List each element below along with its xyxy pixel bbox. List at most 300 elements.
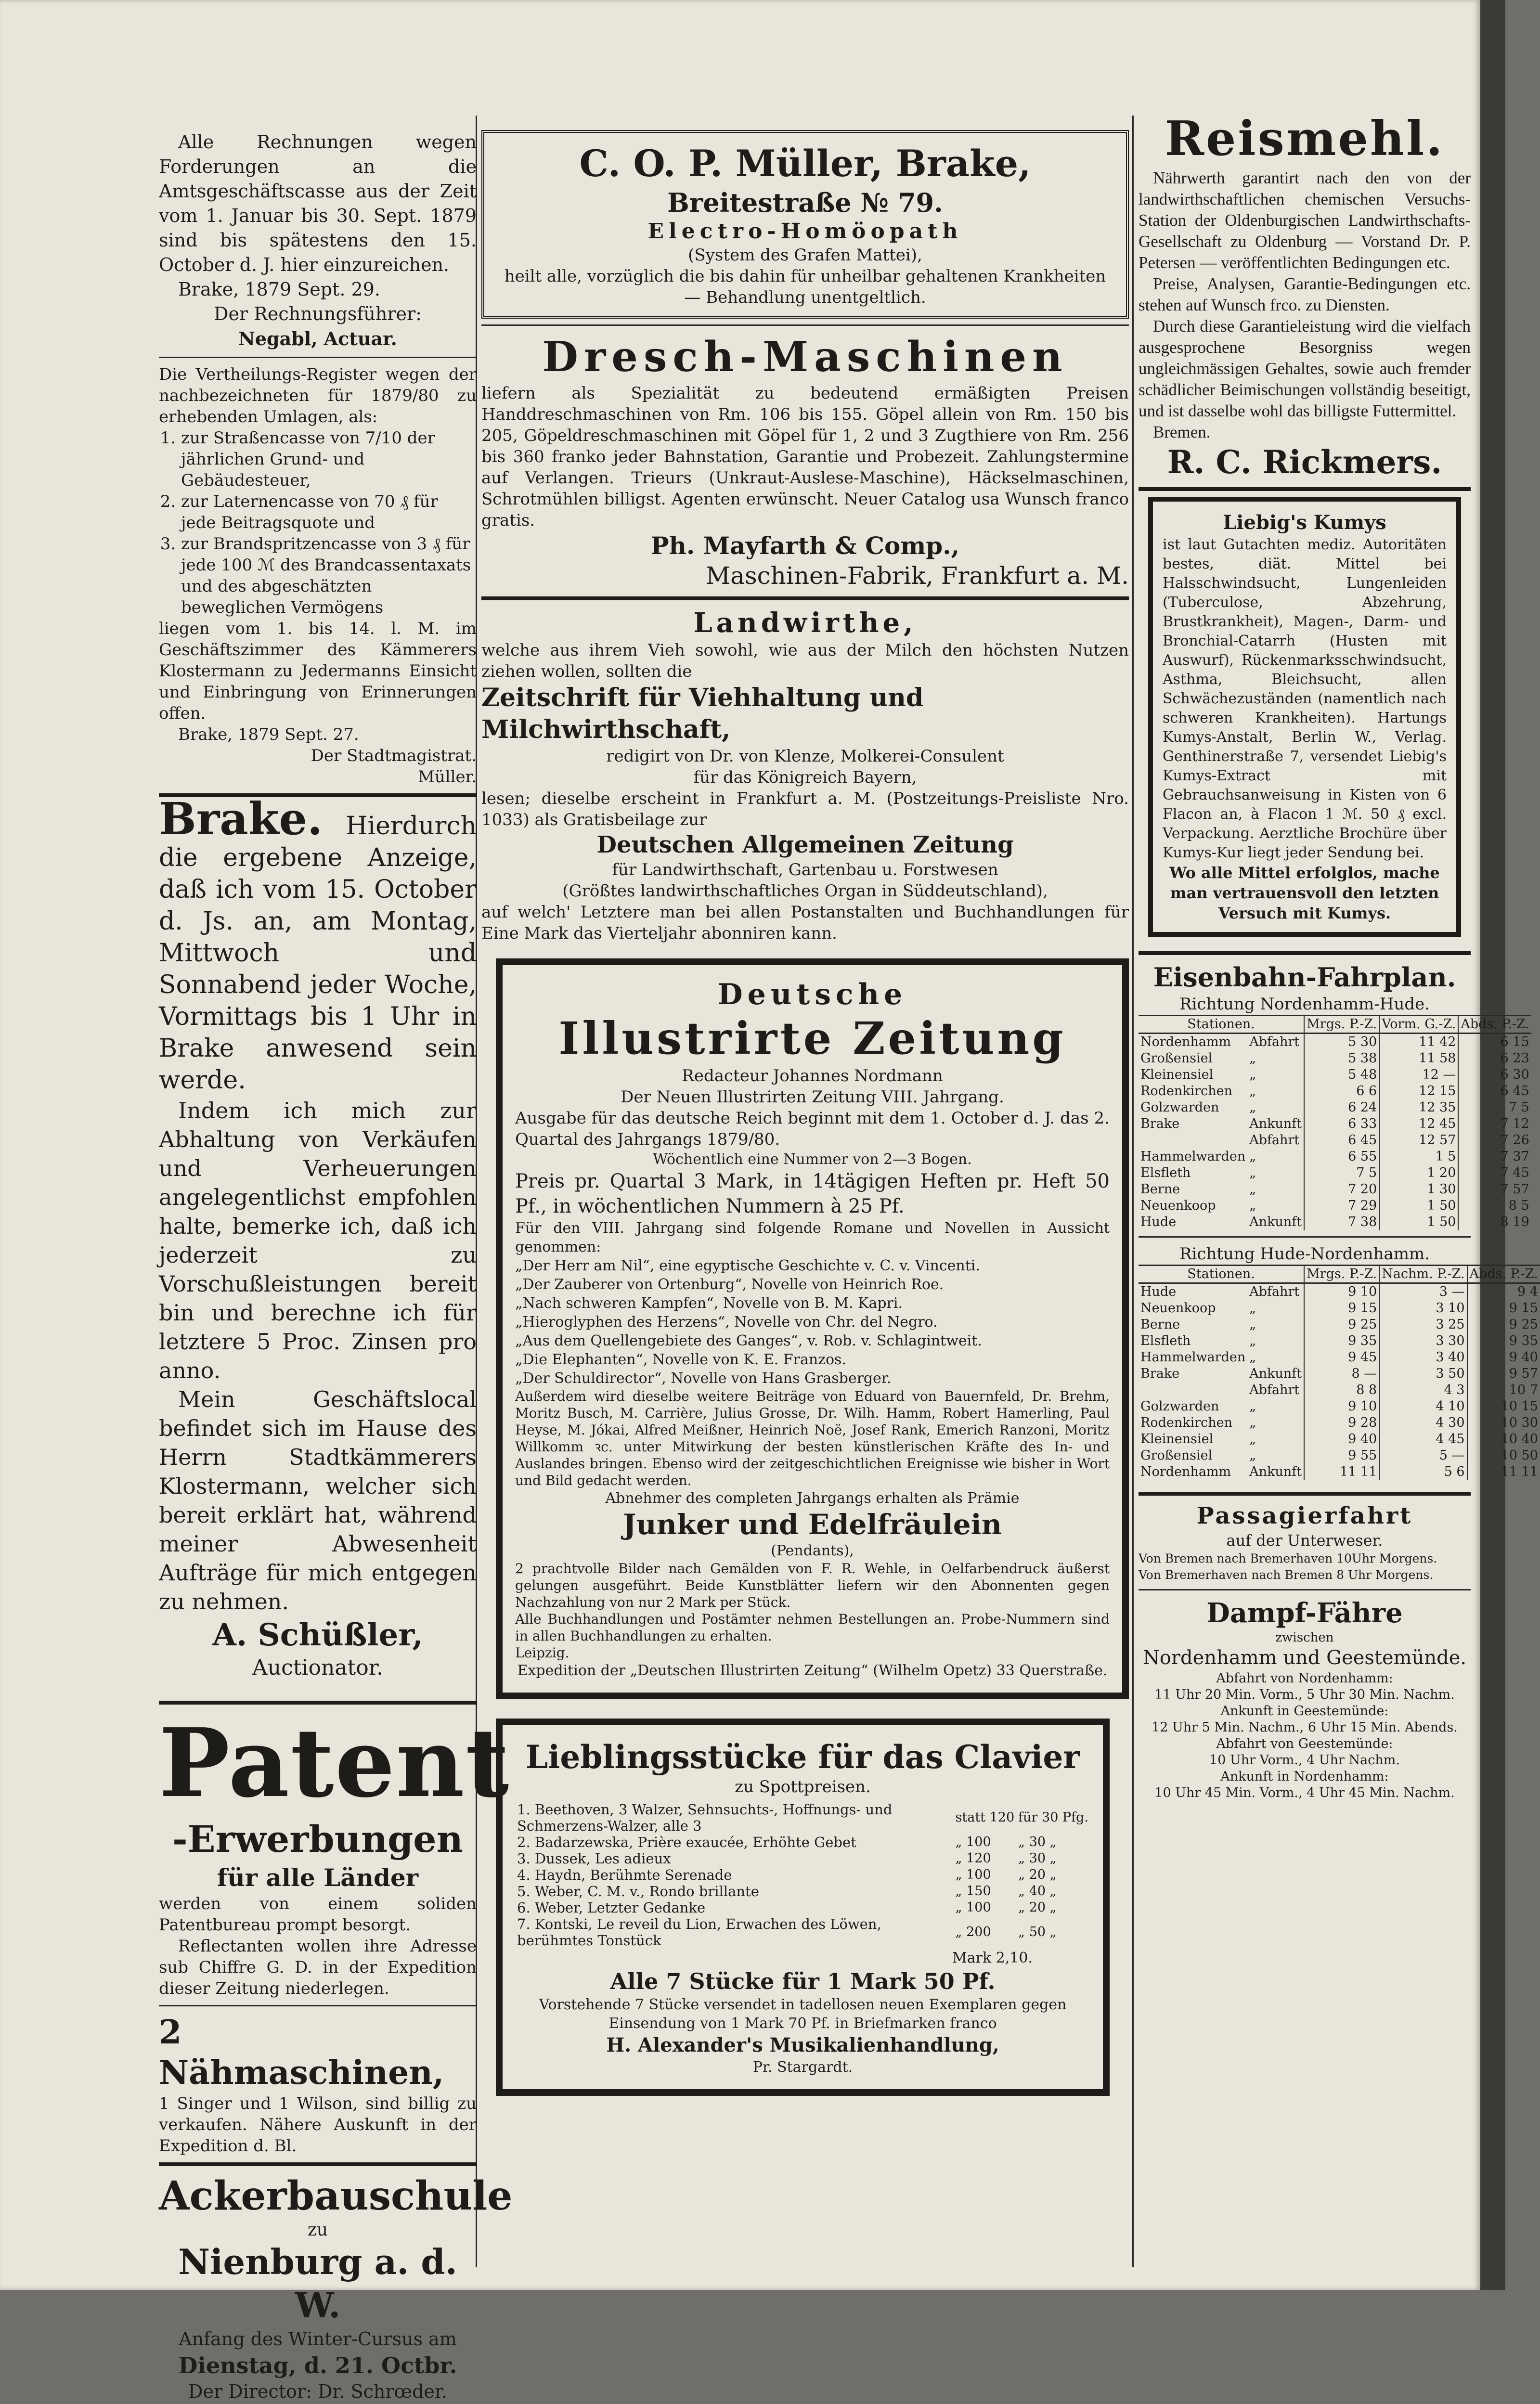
old-price: „ 100 [955, 1900, 991, 1915]
table-row [1139, 1349, 1540, 1366]
time-cell: 11 11 [1467, 1464, 1540, 1480]
time-cell: 3 25 [1379, 1317, 1467, 1333]
time-cell: 9 15 [1304, 1300, 1379, 1317]
illustrirte-text: Ausgabe für das deutsche Reich beginnt mit dem 1. October d. J. das 2. Quartal des Jahrgangs 1879/80. [515, 1109, 1110, 1149]
dateline: Brake, 1879 Sept. 27. [178, 725, 359, 744]
clavier-sub: zu Spottpreisen. [735, 1777, 871, 1797]
landwirthe-text: welche aus ihrem Vieh sowohl, wie aus der Milch den höchsten Nutzen ziehen wollen, sollten die [481, 641, 1129, 681]
signer: Müller. [418, 767, 477, 787]
list-item: „Aus dem Quellengebiete des Ganges“, v. Rob. v. Schlagintweit. [515, 1332, 982, 1349]
time-cell: 1 5 [1379, 1149, 1458, 1165]
faehre-time: 10 Uhr Vorm., 4 Uhr Nachm. [1209, 1753, 1400, 1768]
station-cell [1139, 1382, 1247, 1398]
note-cell: „ [1249, 1084, 1256, 1099]
table-header [1139, 1016, 1531, 1034]
time-cell: 9 10 [1304, 1398, 1379, 1415]
time-cell: 12 15 [1379, 1083, 1458, 1099]
time-cell: 10 7 [1467, 1382, 1540, 1398]
clavier-place: Pr. Stargardt. [752, 2059, 853, 2076]
time-cell: 11 11 [1304, 1464, 1379, 1480]
faehre-time: 10 Uhr 45 Min. Vorm., 4 Uhr 45 Min. Nachm. [1154, 1785, 1455, 1800]
table-row [1139, 1149, 1531, 1165]
faehre-between: zwischen [1275, 1630, 1334, 1645]
kumys-text: ist laut Gutachten mediz. Autoritäten bestes, diät. Mittel bei Halsschwindsucht, Lungenleiden (Tuberculose, Abzehrung, Brustkrankheit), Magen-, Darm- und Bronchial-Catarrh (Husten mit Auswurf), Rückenmarksschwindsucht, Asthma, Bleichsucht, allen Schwächezuständen (namentlich nach schweren Krankheiten). Hartungs Kumys-Anstalt, Berlin W., Verlag. Genthinerstraße 7, versendet Liebig's Kumys-Extract mit Gebrauchsanweisung in Kisten von 6 Flacon an, à Flacon 1 ℳ. 50 ₰ excl. Verpackung. Aerztliche Brochüre über Kumys-Kur liegt jeder Sendung bei. [1163, 536, 1447, 861]
new-price: „ 50 „ [1018, 1925, 1057, 1939]
new-price: „ 30 „ [1018, 1851, 1057, 1866]
time-cell: 7 12 [1458, 1116, 1531, 1132]
clavier-list [515, 1801, 1090, 1949]
time-cell: 5 6 [1379, 1464, 1467, 1480]
illustrirte-intro: Für den VIII. Jahrgang sind folgende Romane und Novellen in Aussicht genommen: [515, 1220, 1110, 1255]
faehre-route: Nordenhamm und Geestemünde. [1142, 1647, 1467, 1669]
faehre-heading: Ankunft in Nordenhamm: [1220, 1769, 1389, 1784]
time-cell: 10 40 [1467, 1431, 1540, 1448]
time-cell: 9 40 [1467, 1349, 1540, 1366]
illustrirte-premium: Abnehmer des completen Jahrgangs erhalten als Prämie [605, 1490, 1020, 1507]
notice-schuessler [159, 793, 477, 1681]
time-cell: 6 30 [1458, 1067, 1531, 1083]
note-cell: Abfahrt [1249, 1034, 1300, 1049]
station-cell: Brake [1140, 1116, 1180, 1131]
list-item [515, 1867, 1090, 1883]
faehre-time: 12 Uhr 5 Min. Nachm., 6 Uhr 15 Min. Abends. [1152, 1720, 1458, 1735]
illustrirte-weekly: Wöchentlich eine Nummer von 2—3 Bogen. [653, 1151, 972, 1168]
note-cell: „ [1249, 1165, 1256, 1180]
table-row [1139, 1333, 1540, 1349]
illustrirte-place: Leipzig. [515, 1645, 569, 1661]
landwirthe-title: Landwirthe, [693, 607, 917, 639]
note-cell: Ankunft [1249, 1116, 1302, 1131]
list-item: „Der Schuldirector“, Novelle von Hans Grasberger. [515, 1370, 892, 1387]
time-cell: 12 57 [1379, 1132, 1458, 1149]
reismehl-text: Preise, Analysen, Garantie-Bedingungen etc. stehen auf Wunsch frco. zu Diensten. [1139, 274, 1471, 314]
table-row [1139, 1448, 1540, 1464]
clavier-title: Lieblingsstücke für das Clavier [525, 1738, 1080, 1776]
table-row [1139, 1300, 1540, 1317]
reismehl-text: Nährwerth garantirt nach den von der landwirthschaftlichen chemischen Versuchs-Station der Oldenburgischen Landwirthschafts-Gesellschaft zu Oldenburg — Vorstand Dr. P. Petersen — veröffentlichten Bedingungen etc. [1139, 168, 1471, 272]
column-header: Nachm. P.-Z. [1379, 1266, 1467, 1283]
list-item [515, 1834, 1090, 1850]
school-ad [159, 2172, 513, 2404]
time-cell: 9 40 [1304, 1431, 1379, 1448]
divider [159, 357, 477, 358]
mueller-street: Breitestraße № 79. [667, 187, 943, 218]
signer: A. Schüßler, [212, 1617, 423, 1653]
time-cell: 5 38 [1304, 1050, 1379, 1067]
patent-title: Patent [159, 1708, 510, 1819]
new-price: für 30 Pfg. [1018, 1810, 1088, 1825]
divider [1139, 1236, 1471, 1238]
passagier-sub: auf der Unterweser. [1226, 1531, 1383, 1550]
landwirthe-for: für das Königreich Bayern, [693, 768, 917, 787]
note-cell: Abfahrt [1249, 1383, 1300, 1397]
time-cell: 9 55 [1304, 1448, 1379, 1464]
station-cell: Neuenkoop [1140, 1198, 1216, 1213]
station-cell: Kleinensiel [1140, 1067, 1214, 1082]
station-cell [1139, 1132, 1247, 1149]
time-cell: 3 50 [1379, 1366, 1467, 1382]
divider [1139, 951, 1471, 955]
divider [159, 2005, 477, 2006]
signer: Negabl, Actuar. [238, 328, 397, 349]
note-cell: „ [1249, 1182, 1256, 1197]
note-cell: Abfahrt [1249, 1133, 1300, 1148]
station-cell: Kleinensiel [1140, 1432, 1214, 1447]
note-cell: „ [1249, 1317, 1256, 1332]
piece-title: 5. Weber, C. M. v., Rondo brillante [517, 1883, 759, 1900]
table-row [1139, 1165, 1531, 1181]
illustrirte-pendants: (Pendants), [771, 1542, 854, 1559]
passagier-ad [1139, 1501, 1471, 1583]
time-cell: 8 — [1304, 1366, 1379, 1382]
time-cell: 5 30 [1304, 1034, 1379, 1051]
time-cell: 10 15 [1467, 1398, 1540, 1415]
time-cell: 1 50 [1379, 1214, 1458, 1230]
time-cell: 7 57 [1458, 1181, 1531, 1198]
passagier-line: Von Bremen nach Bremerhaven 10Uhr Morgens. [1139, 1551, 1437, 1565]
list-item: 1. zur Straßencasse von 7/10 der jährlichen Grund- und Gebäudesteuer, [181, 427, 477, 491]
note-cell: „ [1249, 1350, 1256, 1365]
list-item: 2. zur Laternencasse von 70 ₰ für jede Beitragsquote und [181, 491, 477, 533]
table-header [1139, 1266, 1540, 1283]
note-cell: „ [1249, 1301, 1256, 1316]
old-price: „ 150 [955, 1884, 991, 1899]
note-cell: „ [1249, 1415, 1256, 1430]
station-cell: Nordenhamm [1140, 1034, 1231, 1049]
fahrplan [1139, 961, 1538, 1480]
piece-title: 4. Haydn, Berühmte Serenade [517, 1867, 732, 1883]
time-cell: 10 30 [1467, 1415, 1540, 1431]
notice-text: Indem ich mich zur Abhaltung von Verkäufen und Verheuerungen angelegentlichst empfohlen halte, bemerke ich, daß ich jederzeit zu Vorschußleistungen bereit bin und berechne ich für letztere 5 Proc. Zinsen pro anno. [159, 1098, 477, 1383]
landwirthe-note: (Größtes landwirthschaftliches Organ in Süddeutschland), [562, 881, 1048, 901]
list-item [515, 1900, 1090, 1916]
landwirthe-journal: Zeitschrift für Viehhaltung und Milchwirthschaft, [481, 683, 924, 744]
school-zu: zu [307, 2220, 328, 2240]
illustrirte-premium-title: Junker und Edelfräulein [623, 1508, 1002, 1541]
time-cell: 6 15 [1458, 1034, 1531, 1051]
time-cell: 7 37 [1458, 1149, 1531, 1165]
time-cell: 6 24 [1304, 1099, 1379, 1116]
time-cell: 8 5 [1458, 1198, 1531, 1214]
notice-text: liegen vom 1. bis 14. l. M. im Geschäftszimmer des Kämmerers Klostermann zu Jedermanns Einsicht und Einbringung von Erinnerungen offen. [159, 619, 477, 723]
illustrirte-text: 2 prachtvolle Bilder nach Gemälden von F. R. Wehle, in Oelfarbendruck äußerst gelungen ausgeführt. Beide Kunstblätter liefern wir den Abonnenten gegen Nachzahlung von nur 2 Mark per Stück. [515, 1561, 1110, 1610]
patent-subtitle: -Erwerbungen [172, 1818, 463, 1861]
column-rule [1132, 116, 1134, 2267]
illustrirte-pre: Deutsche [717, 978, 907, 1011]
illustrirte-text: Außerdem wird dieselbe weitere Beiträge von Eduard von Bauernfeld, Dr. Brehm, Moritz Busch, M. Carrière, Julius Grosse, Dr. Wilh. Hamm, Robert Hamerling, Paul Heyse, M. Jókai, Alfred Meißner, Heinrich Noë, Josef Rank, Emerich Ranzoni, Moritz Willkomm ꝛc. unter Mitwirkung der besten künstlerischen Kräfte des In- und Auslandes bringen. Ebenso wird der zeitgeschichtlichen Ereignisse wie bisher in Wort und Bild gedacht werden. [515, 1388, 1110, 1488]
time-cell: 9 57 [1467, 1366, 1540, 1382]
kumys-bold: Wo alle Mittel erfolglos, mache man vertrauensvoll den letzten Versuch mit Kumys. [1169, 864, 1440, 922]
station-cell: Großensiel [1140, 1051, 1213, 1066]
station-cell: Hammelwarden [1140, 1350, 1246, 1365]
list-item [515, 1883, 1090, 1900]
fahrplan-direction: Richtung Nordenhamm-Hude. [1179, 995, 1430, 1014]
signer-role: Auctionator. [252, 1655, 383, 1680]
table-row [1139, 1415, 1540, 1431]
station-cell: Großensiel [1140, 1448, 1213, 1463]
dresch-title: Dresch-Maschinen [542, 333, 1068, 381]
table-row [1139, 1083, 1531, 1099]
divider [481, 324, 1129, 326]
note-cell: „ [1249, 1067, 1256, 1082]
list-item [515, 1850, 1090, 1867]
landwirthe-ad [481, 606, 1129, 944]
old-price: „ 120 [955, 1851, 991, 1866]
middle-column [481, 111, 1129, 2096]
time-cell: 12 35 [1379, 1099, 1458, 1116]
list-item: „Hieroglyphen des Herzens“, Novelle von Chr. del Negro. [515, 1314, 938, 1331]
patent-ad [159, 1708, 510, 1999]
station-cell: Hude [1140, 1284, 1177, 1299]
illustrirte-works [515, 1256, 1110, 1388]
station-cell: Neuenkoop [1140, 1301, 1216, 1316]
kumys-title: Liebig's Kumys [1223, 511, 1386, 534]
station-cell: Hude [1140, 1215, 1177, 1229]
time-cell: 1 50 [1379, 1198, 1458, 1214]
station-cell: Hammelwarden [1140, 1149, 1246, 1164]
table-row [1139, 1181, 1531, 1198]
time-cell: 4 3 [1379, 1382, 1467, 1398]
clavier-offer: Alle 7 Stücke für 1 Mark 50 Pf. [610, 1968, 996, 1994]
time-cell: 9 10 [1304, 1283, 1379, 1301]
clavier-text: Vorstehende 7 Stücke versendet in tadellosen neuen Exemplaren gegen Einsendung von 1 Mark 70 Pf. in Briefmarken franco [539, 1996, 1067, 2032]
notice-umlagen [159, 364, 477, 788]
signer-role: Der Stadtmagistrat. [311, 746, 477, 765]
landwirthe-text: lesen; dieselbe erscheint in Frankfurt a. M. (Postzeitungs-Preisliste Nro. 1033) als Gratisbeilage zur [481, 789, 1129, 829]
note-cell: „ [1249, 1399, 1256, 1414]
time-cell: 3 — [1379, 1283, 1467, 1301]
list-item [515, 1916, 1090, 1949]
dresch-firm: Ph. Mayfarth & Comp., [650, 531, 960, 560]
faehre-title: Dampf-Fähre [1206, 1597, 1403, 1629]
time-cell: 7 29 [1304, 1198, 1379, 1214]
note-cell: „ [1249, 1149, 1256, 1164]
place-heading: Brake. [159, 793, 323, 845]
reismehl-text: Durch diese Garantieleistung wird die vielfach ausgesprochene Besorgniss wegen ungleichmässigen Gehaltes, sowie auch fremder schädlicher Beimischungen vollständig beseitigt, und ist dasselbe wohl das billigste Futtermittel. [1139, 317, 1471, 420]
column-header: Vorm. G.-Z. [1379, 1016, 1458, 1034]
time-cell: 4 10 [1379, 1398, 1467, 1415]
station-cell: Elsfleth [1140, 1165, 1191, 1180]
table-row [1139, 1382, 1540, 1398]
fahrplan-table-2 [1139, 1265, 1540, 1480]
time-cell: 12 45 [1379, 1116, 1458, 1132]
school-date: Dienstag, d. 21. Octbr. [178, 2352, 457, 2378]
clavier-ad [496, 1719, 1110, 2096]
time-cell: 6 33 [1304, 1116, 1379, 1132]
left-column [159, 111, 513, 2404]
time-cell: 3 40 [1379, 1349, 1467, 1366]
school-place: Nienburg a. d. W. [178, 2241, 457, 2326]
sewing-text: 1 Singer und 1 Wilson, sind billig zu verkaufen. Nähere Auskunft in der Expedition d. Bl. [159, 2094, 477, 2156]
new-price: „ 40 „ [1018, 1884, 1057, 1899]
time-cell: 7 5 [1458, 1099, 1531, 1116]
note-cell: Ankunft [1249, 1464, 1302, 1479]
time-cell: 9 28 [1304, 1415, 1379, 1431]
list-item [515, 1801, 1090, 1834]
notice-rechnungen [159, 130, 477, 351]
table-row [1139, 1050, 1531, 1067]
note-cell: Ankunft [1249, 1366, 1302, 1381]
note-cell: „ [1249, 1198, 1256, 1213]
faehre-heading: Ankunft in Geestemünde: [1220, 1704, 1389, 1719]
reismehl-title: Reismehl. [1165, 111, 1445, 167]
landwirthe-for2: für Landwirthschaft, Gartenbau u. Forstwesen [612, 860, 998, 879]
divider [1139, 1589, 1471, 1590]
illustrirte-price: Preis pr. Quartal 3 Mark, in 14tägigen Heften pr. Heft 50 Pf., in wöchentlichen Nummern à 25 Pf. [515, 1170, 1110, 1217]
time-cell: 9 35 [1467, 1333, 1540, 1349]
time-cell: 6 6 [1304, 1083, 1379, 1099]
table-row [1139, 1132, 1531, 1149]
time-cell: 1 20 [1379, 1165, 1458, 1181]
time-cell: 9 25 [1304, 1317, 1379, 1333]
time-cell: 6 45 [1304, 1132, 1379, 1149]
column-header: Stationen. [1139, 1266, 1304, 1283]
reismehl-firm: R. C. Rickmers. [1167, 443, 1442, 481]
station-cell: Elsfleth [1140, 1333, 1191, 1348]
divider [1139, 1492, 1471, 1496]
divider [159, 1701, 477, 1705]
time-cell: 3 30 [1379, 1333, 1467, 1349]
new-price: „ 20 „ [1018, 1900, 1057, 1915]
patent-text: Reflectanten wollen ihre Adresse sub Chiffre G. D. in der Expedition dieser Zeitung niederlegen. [159, 1937, 477, 1998]
table-row [1139, 1198, 1531, 1214]
dresch-firm2: Maschinen-Fabrik, Frankfurt a. M. [705, 562, 1129, 590]
sewing-ad [159, 2012, 477, 2157]
fahrplan-table-1 [1139, 1015, 1531, 1230]
illustrirte-year: Der Neuen Illustrirten Zeitung VIII. Jahrgang. [621, 1087, 1004, 1107]
piece-title: 1. Beethoven, 3 Walzer, Sehnsuchts-, Hoffnungs- und Schmerzens-Walzer, alle 3 [517, 1801, 893, 1834]
patent-text: werden von einem soliden Patentbureau prompt besorgt. [159, 1894, 477, 1935]
illustrirte-text: Alle Buchhandlungen und Postämter nehmen Bestellungen an. Probe-Nummern sind in allen Buchhandlungen zu erhalten. [515, 1611, 1110, 1644]
station-cell: Rodenkirchen [1140, 1415, 1233, 1430]
station-cell: Golzwarden [1140, 1100, 1219, 1115]
station-cell: Rodenkirchen [1140, 1084, 1233, 1099]
piece-title: 2. Badarzewska, Prière exaucée, Erhöhte Gebet [517, 1834, 856, 1850]
note-cell: „ [1249, 1100, 1256, 1115]
piece-title: 7. Kontski, Le reveil du Lion, Erwachen des Löwen, berühmtes Tonstück [517, 1916, 881, 1949]
table-row [1139, 1317, 1540, 1333]
column-header: Mrgs. P.-Z. [1304, 1016, 1379, 1034]
station-cell: Berne [1140, 1182, 1180, 1197]
time-cell: 1 30 [1379, 1181, 1458, 1198]
mueller-text: heilt alle, vorzüglich die bis dahin für unheilbar gehaltenen Krankheiten — Behandlung unentgeltlich. [504, 267, 1106, 307]
umlagen-list [159, 427, 477, 618]
school-title: Ackerbauschule [159, 2173, 513, 2219]
patent-line: für alle Länder [217, 1863, 419, 1892]
landwirthe-text: auf welch' Letztere man bei allen Postanstalten und Buchhandlungen für Eine Mark das Vierteljahr abonniren kann. [481, 903, 1129, 943]
station-cell: Brake [1140, 1366, 1180, 1381]
time-cell: 9 45 [1304, 1349, 1379, 1366]
table-row [1139, 1283, 1540, 1301]
station-cell: Berne [1140, 1317, 1180, 1332]
time-cell: 5 — [1379, 1448, 1467, 1464]
time-cell: 9 35 [1304, 1333, 1379, 1349]
new-price: „ 20 „ [1018, 1867, 1057, 1882]
note-cell: „ [1249, 1432, 1256, 1447]
fahrplan-title: Eisenbahn-Fahrplan. [1153, 962, 1456, 993]
time-cell: 6 55 [1304, 1149, 1379, 1165]
time-cell: 6 45 [1458, 1083, 1531, 1099]
notice-intro: Die Vertheilungs-Register wegen der nachbezeichneten für 1879/80 zu erhebenden Umlagen, als: [159, 365, 477, 427]
illustrirte-expedition: Expedition der „Deutschen Illustrirten Zeitung“ (Wilhelm Opetz) 33 Querstraße. [517, 1662, 1108, 1679]
table-row [1139, 1398, 1540, 1415]
note-cell: Ankunft [1249, 1215, 1302, 1229]
time-cell: 7 26 [1458, 1132, 1531, 1149]
list-item: 3. zur Brandspritzencasse von 3 ₰ für jede 100 ℳ des Brandcassentaxats und des abgeschätzten beweglichen Vermögens [181, 533, 477, 618]
time-cell: 7 5 [1304, 1165, 1379, 1181]
time-cell: 9 4 [1467, 1283, 1540, 1301]
illustrirte-title: Illustrirte Zeitung [558, 1012, 1066, 1064]
time-cell: 7 20 [1304, 1181, 1379, 1198]
mueller-trade: Electro-Homöopath [647, 219, 963, 244]
list-item: „Der Herr am Nil“, eine egyptische Geschichte v. C. v. Vincenti. [515, 1257, 980, 1274]
dresch-ad [481, 332, 1129, 591]
table-row [1139, 1034, 1531, 1051]
time-cell: 8 8 [1304, 1382, 1379, 1398]
note-cell: Abfahrt [1249, 1284, 1300, 1299]
clavier-firm: H. Alexander's Musikalienhandlung, [606, 2034, 999, 2056]
old-price: „ 100 [955, 1867, 991, 1882]
sewing-title: 2 Nähmaschinen, [159, 2013, 444, 2092]
column-header: Mrgs. P.-Z. [1304, 1266, 1379, 1283]
signer-role: Der Rechnungsführer: [214, 303, 422, 324]
list-item: „Der Zauberer von Ortenburg“, Novelle von Heinrich Roe. [515, 1276, 944, 1293]
notice-text: Alle Rechnungen wegen Forderungen an die Amtsgeschäftscasse aus der Zeit vom 1. Januar bis 30. Sept. 1879 sind bis spätestens den 15. October d. J. hier einzureichen. [159, 131, 477, 275]
time-cell: 12 — [1379, 1067, 1458, 1083]
station-cell: Nordenhamm [1140, 1464, 1231, 1479]
notice-text: Mein Geschäftslocal befindet sich im Hause des Herrn Stadtkämmerers Klostermann, welcher sich bereit erklärt hat, während meiner Abwesenheit Aufträge für mich entgegen zu nehmen. [159, 1386, 477, 1615]
school-director: Der Director: Dr. Schrœder. [188, 2381, 447, 2402]
landwirthe-paper: Deutschen Allgemeinen Zeitung [596, 831, 1014, 858]
table-row [1139, 1214, 1531, 1230]
passagier-line: Von Bremerhaven nach Bremen 8 Uhr Morgens. [1139, 1568, 1434, 1582]
time-cell: 10 50 [1467, 1448, 1540, 1464]
divider [481, 596, 1129, 600]
divider [159, 2162, 477, 2166]
time-cell: 11 42 [1379, 1034, 1458, 1051]
kumys-ad [1148, 497, 1461, 937]
mueller-title: C. O. P. Müller, Brake, [579, 142, 1031, 185]
time-cell: 4 30 [1379, 1415, 1467, 1431]
illustrirte-ad [496, 958, 1129, 1699]
fahrplan-direction: Richtung Hude-Nordenhamm. [1179, 1244, 1430, 1264]
faehre-heading: Abfahrt von Geestemünde: [1216, 1736, 1393, 1751]
reismehl-place: Bremen. [1153, 423, 1211, 441]
dresch-text: liefern als Spezialität zu bedeutend ermäßigten Preisen Handdreschmaschinen von Rm. 106 bis 155. Göpel allein von Rm. 150 bis 205, Göpeldreschmaschinen mit Göpel für 1, 2 und 3 Zugthiere von Rm. 256 bis 360 franko jeder Bahnstation, Garantie und Probezeit. Zahlungstermine auf Verlangen. Trieurs (Unkraut-Auslese-Maschine), Häckselmaschinen, Schrotmühlen billigst. Agenten erwünscht. Neuer Catalog usa Wunsch franco gratis. [481, 384, 1129, 530]
new-price: „ 30 „ [1018, 1835, 1057, 1849]
list-item: „Die Elephanten“, Novelle von K. E. Franzos. [515, 1351, 846, 1368]
column-header: Abds. P.-Z. [1467, 1266, 1540, 1283]
time-cell: 8 19 [1458, 1214, 1531, 1230]
time-cell: 9 15 [1467, 1300, 1540, 1317]
station-cell: Golzwarden [1140, 1399, 1219, 1414]
list-item: „Nach schweren Kampfen“, Novelle von B. M. Kapri. [515, 1295, 903, 1312]
note-cell: „ [1249, 1448, 1256, 1463]
table-row [1139, 1431, 1540, 1448]
notice-text: Hierdurch die ergebene Anzeige, daß ich vom 15. October d. Js. an, am Montag, Mittwoch und Sonnabend jeder Woche, Vormittags bis 1 Uhr in Brake anwesend sein werde. [159, 812, 477, 1095]
table-row [1139, 1116, 1531, 1132]
time-cell: 11 58 [1379, 1050, 1458, 1067]
time-cell: 6 23 [1458, 1050, 1531, 1067]
table-row [1139, 1099, 1531, 1116]
time-cell: 4 45 [1379, 1431, 1467, 1448]
column-header: Stationen. [1139, 1016, 1304, 1034]
mueller-system: (System des Grafen Mattei), [688, 246, 922, 265]
time-cell: 7 38 [1304, 1214, 1379, 1230]
divider [1139, 487, 1471, 491]
illustrirte-editor: Redacteur Johannes Nordmann [682, 1066, 943, 1086]
clavier-total: Mark 2,10. [952, 1950, 1033, 1966]
